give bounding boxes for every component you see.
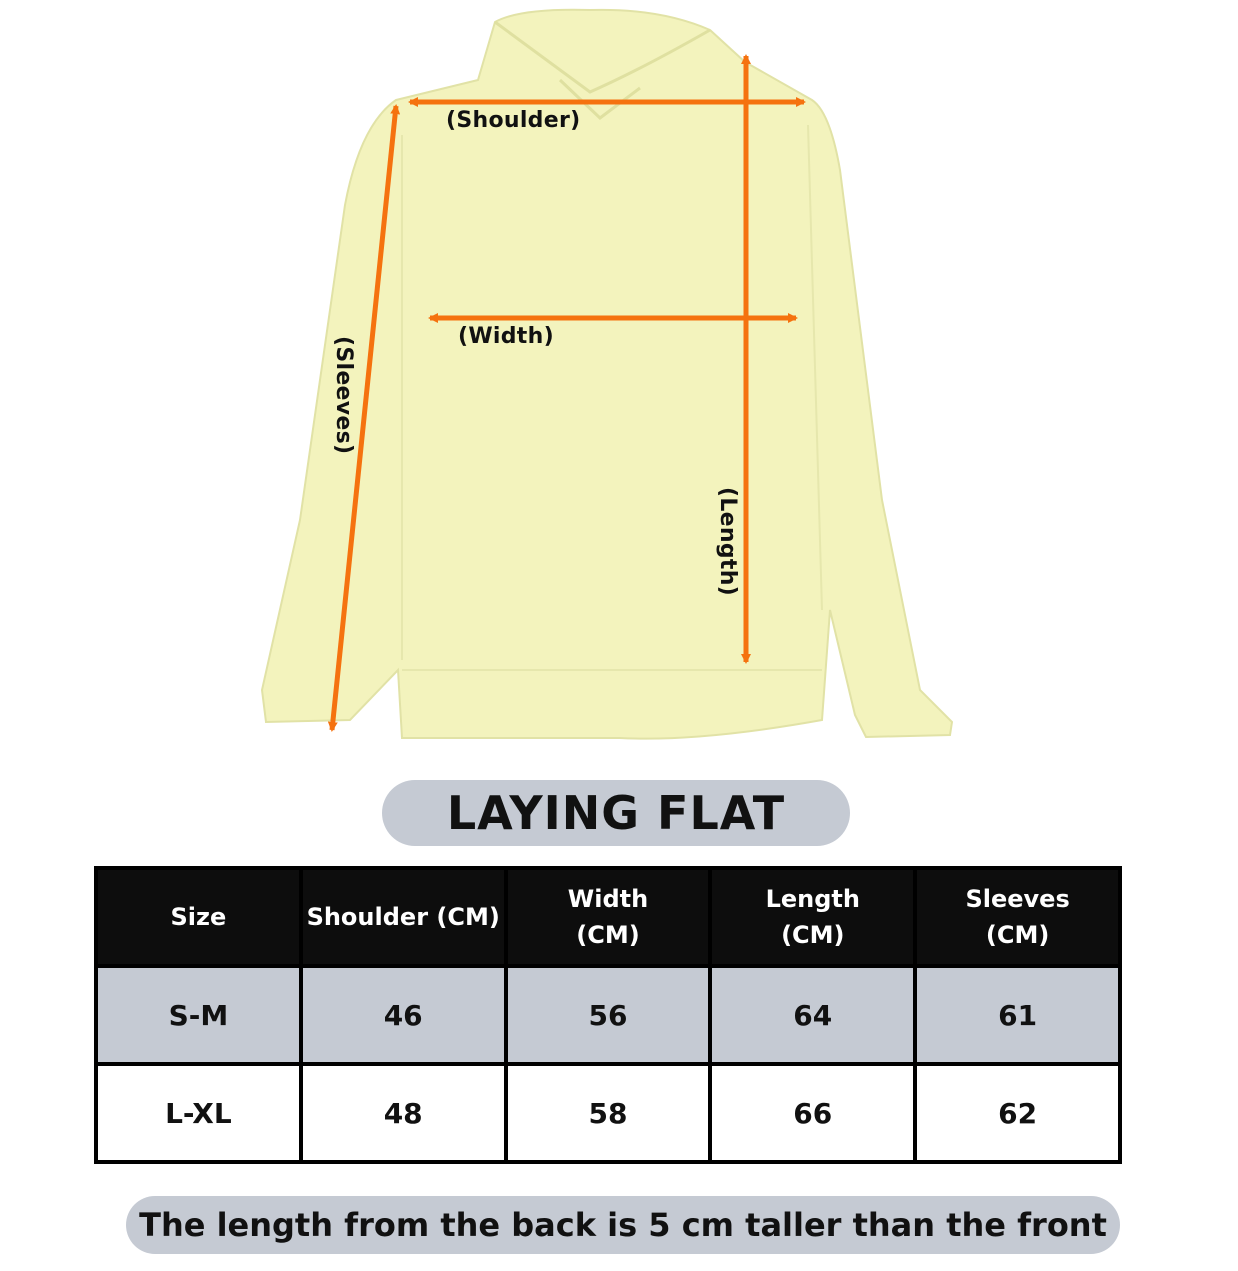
table-row — [96, 966, 1120, 1064]
table-row — [96, 1064, 1120, 1162]
cell-length: 64 — [710, 966, 915, 1064]
laying-flat-title: LAYING FLAT — [382, 780, 850, 846]
size-chart-table — [94, 866, 1122, 1164]
cell-length: 66 — [710, 1064, 915, 1162]
cell-width: 56 — [506, 966, 711, 1064]
width-label: (Width) — [458, 324, 554, 349]
cell-sleeves: 61 — [915, 966, 1120, 1064]
cell-sleeves: 62 — [915, 1064, 1120, 1162]
cell-size: S-M — [96, 966, 301, 1064]
header-length: Length (CM) — [710, 868, 915, 966]
length-note: The length from the back is 5 cm taller than the front — [126, 1196, 1120, 1254]
cell-shoulder: 46 — [301, 966, 506, 1064]
cell-size: L-XL — [96, 1064, 301, 1162]
hoodie-body — [262, 10, 952, 739]
header-width: Width (CM) — [506, 868, 711, 966]
length-label: (Length) — [715, 487, 740, 597]
header-size: Size — [96, 868, 301, 966]
shoulder-label: (Shoulder) — [446, 108, 581, 133]
cell-shoulder: 48 — [301, 1064, 506, 1162]
header-shoulder: Shoulder (CM) — [301, 868, 506, 966]
sleeves-label: (Sleeves) — [331, 336, 356, 455]
table-header-row — [96, 868, 1120, 966]
cell-width: 58 — [506, 1064, 711, 1162]
header-sleeves: Sleeves (CM) — [915, 868, 1120, 966]
